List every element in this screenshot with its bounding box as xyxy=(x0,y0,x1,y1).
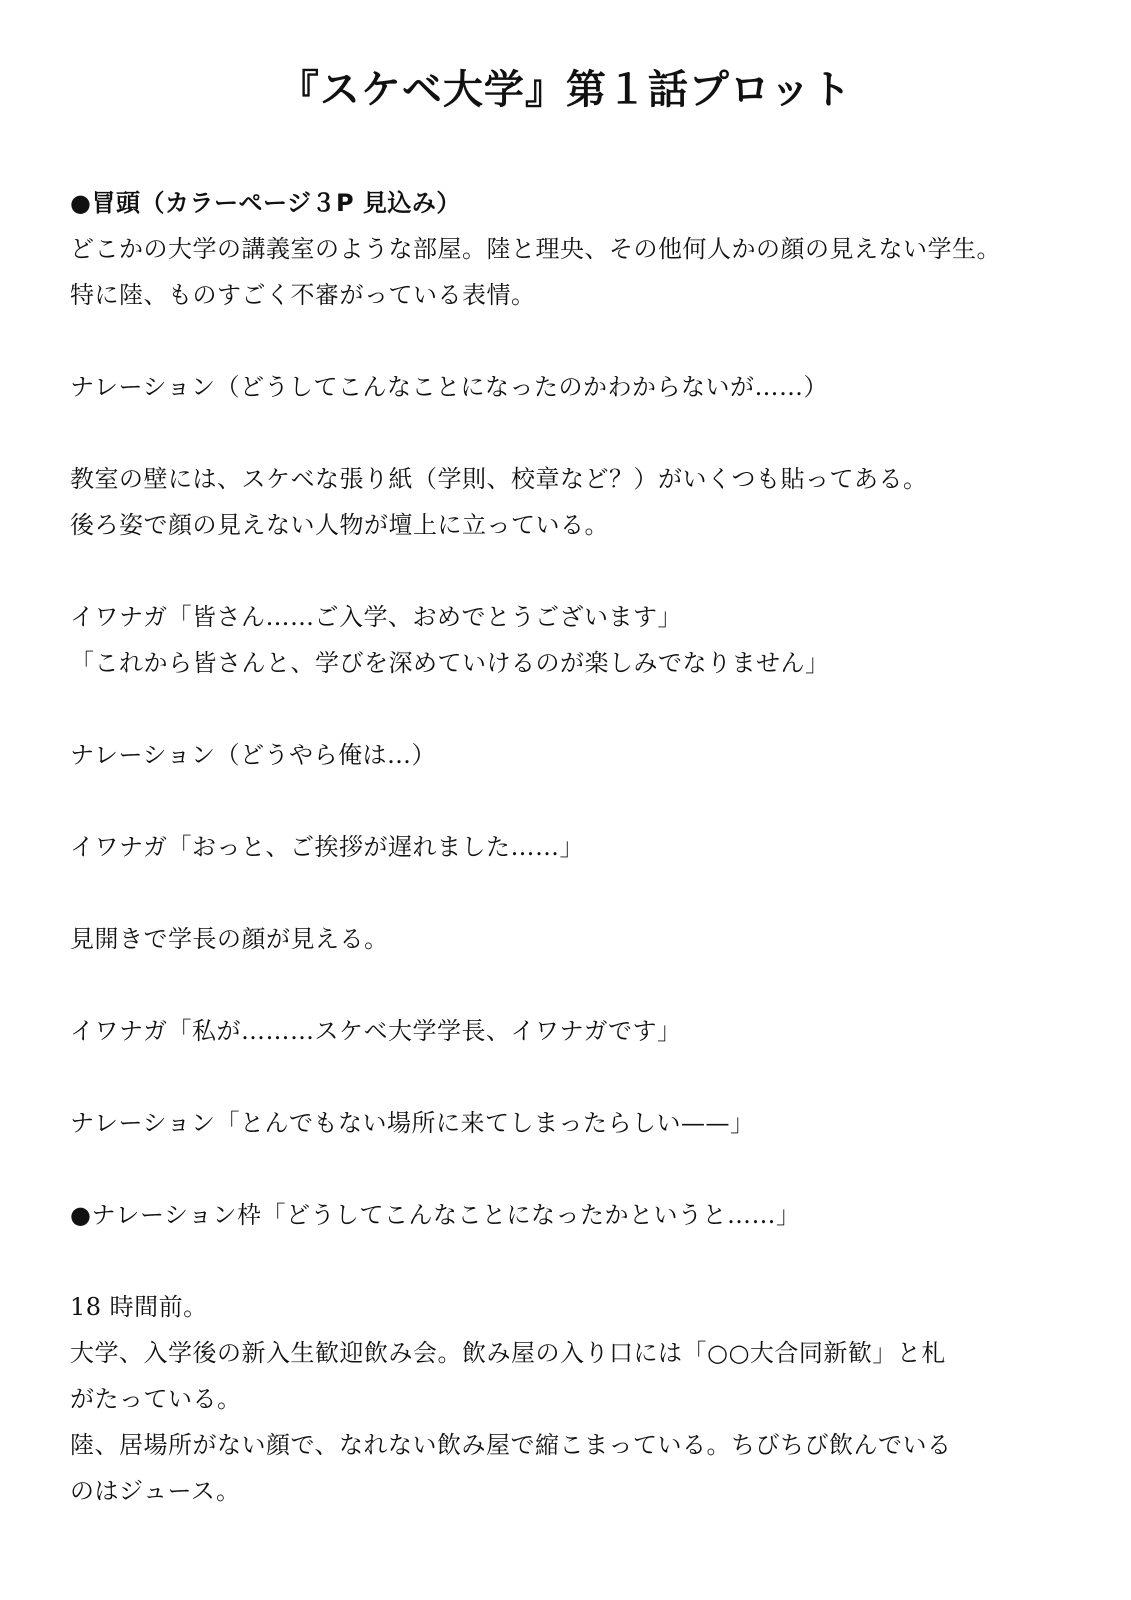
blank-line xyxy=(70,410,1070,456)
blank-line xyxy=(70,870,1070,916)
body-line: イワナガ「私が………スケベ大学学長、イワナガです」 xyxy=(70,1017,682,1045)
document-title: 『スケベ大学』第１話プロット xyxy=(278,67,853,113)
blank-line xyxy=(70,1238,1070,1284)
body-line: 大学、入学後の新入生歓迎飲み会。飲み屋の入り口には「○○大合同新歓」と札 xyxy=(70,1339,946,1367)
body-line: 見開きで学長の顔が見える。 xyxy=(70,925,389,953)
body-line: イワナガ「皆さん……ご入学、おめでとうございます」 xyxy=(70,603,683,631)
body-line: 教室の壁には、スケベな張り紙（学則、校章など？）がいくつも貼ってある。 xyxy=(70,465,928,493)
blank-line xyxy=(70,962,1070,1008)
body-line: ナレーション「とんでもない場所に来てしまったらしい——」 xyxy=(70,1109,755,1137)
blank-line xyxy=(70,318,1070,364)
body-line: どこかの大学の講義室のような部屋。陸と理央、その他何人かの顔の見えない学生。 xyxy=(70,235,1001,263)
blank-line xyxy=(70,1146,1070,1192)
body-line: イワナガ「おっと、ご挨拶が遅れました……」 xyxy=(70,833,585,861)
body-line: 特に陸、ものすごく不審がっている表情。 xyxy=(70,281,536,309)
document-body xyxy=(70,180,1070,1514)
body-line: ナレーション（どうしてこんなことになったのかわからないが……） xyxy=(70,373,829,401)
body-line: がたっている。 xyxy=(70,1385,242,1413)
section-heading: ●冒頭（カラーページ３P 見込み） xyxy=(70,189,461,217)
body-line: 18 時間前。 xyxy=(70,1293,208,1321)
body-line: ●ナレーション枠「どうしてこんなことになったかというと……」 xyxy=(70,1201,801,1229)
body-line: 陸、居場所がない顔で、なれない飲み屋で縮こまっている。ちびちび飲んでいる xyxy=(70,1431,952,1459)
blank-line xyxy=(70,548,1070,594)
body-line: 後ろ姿で顔の見えない人物が壇上に立っている。 xyxy=(70,511,609,539)
blank-line xyxy=(70,778,1070,824)
blank-line xyxy=(70,686,1070,732)
body-line: 「これから皆さんと、学びを深めていけるのが楽しみでなりません」 xyxy=(70,649,830,677)
blank-line xyxy=(70,1054,1070,1100)
body-line: のはジュース。 xyxy=(70,1477,241,1505)
body-line: ナレーション（どうやら俺は…） xyxy=(70,741,437,769)
